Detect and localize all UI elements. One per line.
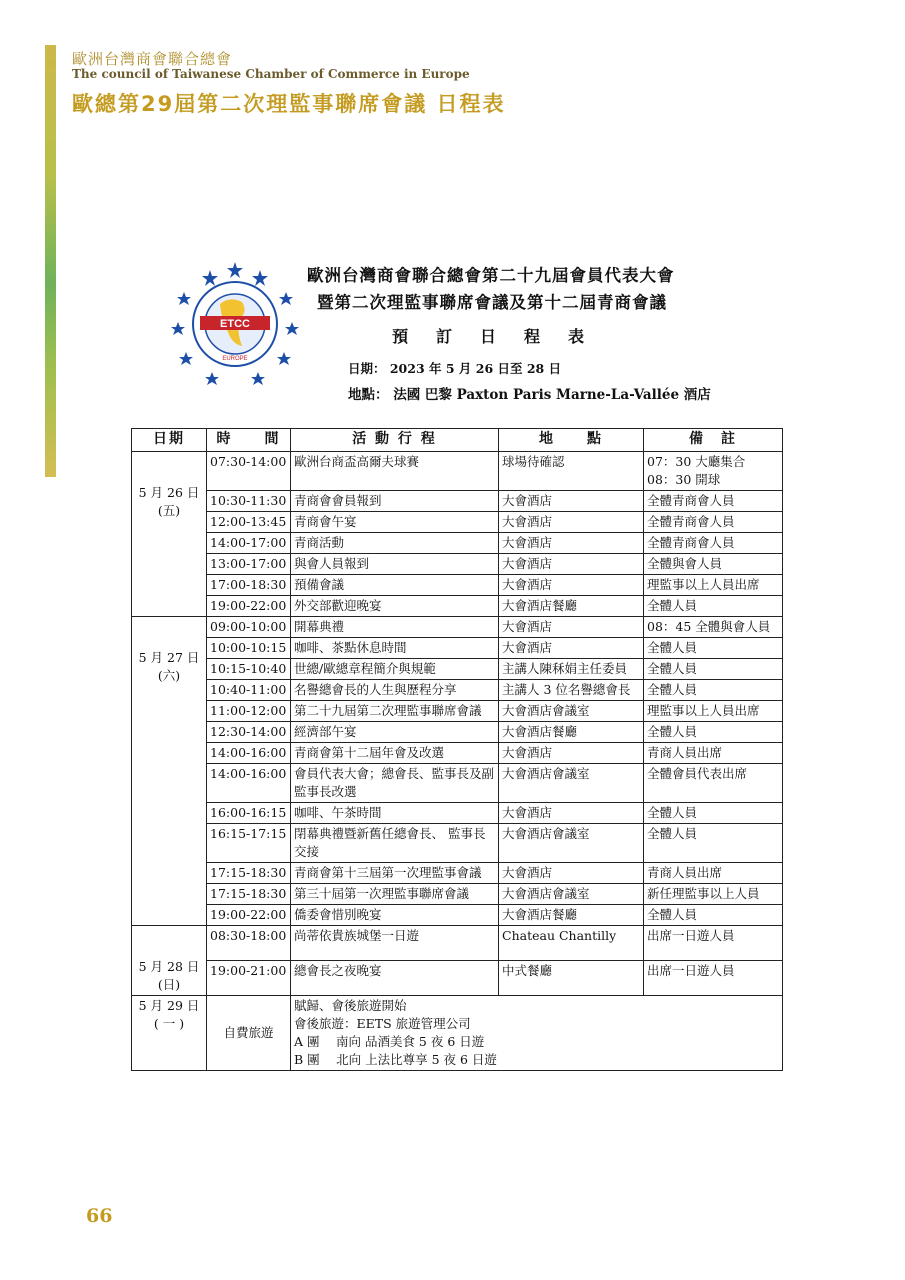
day-date: 5 月 29 日: [138, 998, 200, 1013]
time-cell: 14:00-16:00: [207, 764, 291, 803]
activity-cell: 預備會議: [291, 575, 499, 596]
location-cell: 大會酒店: [499, 743, 644, 764]
table-row: [132, 617, 783, 638]
remarks-cell: 全體人員: [644, 803, 783, 824]
org-name-english: The council of Taiwanese Chamber of Commerce in Europe: [72, 67, 470, 81]
location-cell: 大會酒店: [499, 533, 644, 554]
etcc-logo: [170, 260, 300, 385]
org-name-chinese: 歐洲台灣商會聯合總會: [72, 50, 233, 68]
time-cell: 16:00-16:15: [207, 803, 291, 824]
table-row: [132, 554, 783, 575]
activity-cell: 青商會第十三屆第一次理監事會議: [291, 863, 499, 884]
location-cell: 大會酒店: [499, 575, 644, 596]
time-cell: 10:15-10:40: [207, 659, 291, 680]
remarks-cell: 全體人員: [644, 905, 783, 926]
table-row: [132, 863, 783, 884]
event-venue: 地點： 法國 巴黎 Paxton Paris Marne-La-Vallée 酒店: [348, 387, 711, 403]
travel-line: 賦歸、會後旅遊開始: [294, 998, 407, 1013]
remarks-cell: 出席一日遊人員: [644, 926, 783, 961]
time-cell: 10:00-10:15: [207, 638, 291, 659]
activity-cell: 第二十九屆第二次理監事聯席會議: [291, 701, 499, 722]
table-header-row: [132, 429, 783, 452]
table-row: [132, 961, 783, 996]
location-cell: 大會酒店餐廳: [499, 905, 644, 926]
day-cell: [132, 617, 207, 926]
activity-cell: 開幕典禮: [291, 617, 499, 638]
header-time: 時 間: [207, 429, 291, 452]
location-cell: 大會酒店餐廳: [499, 596, 644, 617]
time-cell: 09:00-10:00: [207, 617, 291, 638]
remarks-cell: 全體人員: [644, 824, 783, 863]
document-title-line2: 暨第二次理監事聯席會議及第十二屆青商會議: [317, 293, 667, 312]
table-row: [132, 512, 783, 533]
activity-cell: 青商會午宴: [291, 512, 499, 533]
activity-cell: 與會人員報到: [291, 554, 499, 575]
remarks-cell: 全體與會人員: [644, 554, 783, 575]
location-cell: 大會酒店: [499, 803, 644, 824]
schedule-table: [131, 428, 783, 1071]
remarks-cell: 青商人員出席: [644, 863, 783, 884]
remarks-cell: 全體人員: [644, 638, 783, 659]
time-cell: 19:00-22:00: [207, 905, 291, 926]
remarks-cell: 青商人員出席: [644, 743, 783, 764]
remarks-cell: 全體人員: [644, 596, 783, 617]
time-cell: 13:00-17:00: [207, 554, 291, 575]
activity-cell: 青商活動: [291, 533, 499, 554]
remarks-cell: 全體人員: [644, 659, 783, 680]
location-cell: 主講人 3 位名譽總會長: [499, 680, 644, 701]
page-title: 歐總第29屆第二次理監事聯席會議 日程表: [72, 92, 506, 116]
time-cell: 14:00-17:00: [207, 533, 291, 554]
remarks-cell: 全體青商會人員: [644, 512, 783, 533]
time-cell: 19:00-21:00: [207, 961, 291, 996]
table-row: [132, 575, 783, 596]
activity-cell: 青商會會員報到: [291, 491, 499, 512]
time-cell: 17:15-18:30: [207, 884, 291, 905]
activity-cell: 閉幕典禮暨新舊任總會長、 監事長交接: [291, 824, 499, 863]
location-cell: 大會酒店會議室: [499, 701, 644, 722]
table-row: [132, 884, 783, 905]
table-row: [132, 905, 783, 926]
location-cell: 大會酒店會議室: [499, 764, 644, 803]
table-row: [132, 722, 783, 743]
time-cell: 12:30-14:00: [207, 722, 291, 743]
location-cell: 大會酒店: [499, 638, 644, 659]
activity-cell: 外交部歡迎晚宴: [291, 596, 499, 617]
day-date: 5 月 28 日: [138, 959, 200, 974]
location-cell: 大會酒店會議室: [499, 884, 644, 905]
document-title-schedule: 預訂日程表: [392, 327, 613, 346]
table-row: [132, 659, 783, 680]
remarks-cell: 全體會員代表出席: [644, 764, 783, 803]
header-date: 日期: [132, 429, 207, 452]
activity-cell: 總會長之夜晚宴: [291, 961, 499, 996]
header-remarks: 備 註: [644, 429, 783, 452]
travel-line: 會後旅遊：EETS 旅遊管理公司: [294, 1016, 471, 1031]
table-row: [132, 533, 783, 554]
table-row-free-travel: [132, 996, 783, 1071]
activity-cell: 咖啡、茶點休息時間: [291, 638, 499, 659]
remarks-cell: 出席一日遊人員: [644, 961, 783, 996]
remarks-cell: 全體青商會人員: [644, 533, 783, 554]
day-date: 5 月 26 日: [138, 485, 200, 500]
remarks-cell: 全體人員: [644, 722, 783, 743]
activity-cell: 名譽總會長的人生與歷程分享: [291, 680, 499, 701]
table-row: [132, 764, 783, 803]
activity-cell: 歐洲台商盃高爾夫球賽: [291, 452, 499, 491]
event-date: 日期： 2023 年 5 月 26 日至 28 日: [348, 361, 562, 376]
logo-center-text: ETCC: [220, 318, 250, 330]
location-cell: 球場待確認: [499, 452, 644, 491]
header-location: 地 點: [499, 429, 644, 452]
remarks-cell: 全體人員: [644, 680, 783, 701]
activity-cell: 青商會第十二屆年會及改選: [291, 743, 499, 764]
activity-cell: 世總/歐總章程簡介與規範: [291, 659, 499, 680]
time-cell: 17:00-18:30: [207, 575, 291, 596]
activity-cell: 僑委會惜別晚宴: [291, 905, 499, 926]
activity-cell: 咖啡、午茶時間: [291, 803, 499, 824]
header-activity: 活 動 行 程: [291, 429, 499, 452]
time-cell: 16:15-17:15: [207, 824, 291, 863]
schedule-body: [132, 452, 783, 1071]
day-weekday: (日): [157, 977, 181, 992]
table-row: [132, 824, 783, 863]
location-cell: 大會酒店餐廳: [499, 722, 644, 743]
day-cell: [132, 926, 207, 996]
activity-cell: 會員代表大會；總會長、監事長及副監事長改選: [291, 764, 499, 803]
location-cell: 主講人陳秝娟主任委員: [499, 659, 644, 680]
free-travel-details: [291, 996, 783, 1071]
location-cell: 大會酒店: [499, 554, 644, 575]
time-cell: 07:30-14:00: [207, 452, 291, 491]
remarks-cell: 08：45 全體與會人員: [644, 617, 783, 638]
time-cell: 11:00-12:00: [207, 701, 291, 722]
day-cell: [132, 452, 207, 617]
time-cell: 12:00-13:45: [207, 512, 291, 533]
day-date: 5 月 27 日: [138, 650, 200, 665]
remarks-cell: 新任理監事以上人員: [644, 884, 783, 905]
remarks-cell: 理監事以上人員出席: [644, 575, 783, 596]
time-cell: 17:15-18:30: [207, 863, 291, 884]
location-cell: 大會酒店: [499, 491, 644, 512]
activity-cell: 第三十屆第一次理監事聯席會議: [291, 884, 499, 905]
table-row: [132, 680, 783, 701]
table-row: [132, 596, 783, 617]
time-cell: 08:30-18:00: [207, 926, 291, 961]
location-cell: 大會酒店: [499, 617, 644, 638]
location-cell: Chateau Chantilly: [499, 926, 644, 961]
table-row: [132, 803, 783, 824]
time-cell: 14:00-16:00: [207, 743, 291, 764]
table-row: [132, 743, 783, 764]
decorative-side-bar: [45, 45, 56, 477]
remarks-cell: 全體青商會人員: [644, 491, 783, 512]
table-row: [132, 701, 783, 722]
table-row: [132, 452, 783, 491]
time-cell: 10:40-11:00: [207, 680, 291, 701]
document-title-line1: 歐洲台灣商會聯合總會第二十九屆會員代表大會: [307, 266, 675, 285]
day-weekday: (五): [157, 503, 181, 518]
day-cell: [132, 996, 207, 1071]
location-cell: 大會酒店會議室: [499, 824, 644, 863]
time-cell: 19:00-22:00: [207, 596, 291, 617]
day-weekday: ( 一 ): [153, 1016, 185, 1031]
activity-cell: 經濟部午宴: [291, 722, 499, 743]
travel-line: B 團 北向 上法比尊享 5 夜 6 日遊: [294, 1052, 497, 1067]
remarks-cell: 07：30 大廳集合 08：30 開球: [644, 452, 783, 491]
table-row: [132, 926, 783, 961]
location-cell: 大會酒店: [499, 512, 644, 533]
time-cell: 自費旅遊: [207, 996, 291, 1071]
activity-cell: 尚蒂依貴族城堡一日遊: [291, 926, 499, 961]
location-cell: 大會酒店: [499, 863, 644, 884]
time-cell: 10:30-11:30: [207, 491, 291, 512]
table-row: [132, 638, 783, 659]
table-row: [132, 491, 783, 512]
page-number: 66: [86, 1205, 113, 1227]
remarks-cell: 理監事以上人員出席: [644, 701, 783, 722]
logo-bottom-text: EUROPE: [222, 356, 248, 362]
travel-line: A 團 南向 品酒美食 5 夜 6 日遊: [294, 1034, 485, 1049]
day-weekday: (六): [157, 668, 181, 683]
location-cell: 中式餐廳: [499, 961, 644, 996]
